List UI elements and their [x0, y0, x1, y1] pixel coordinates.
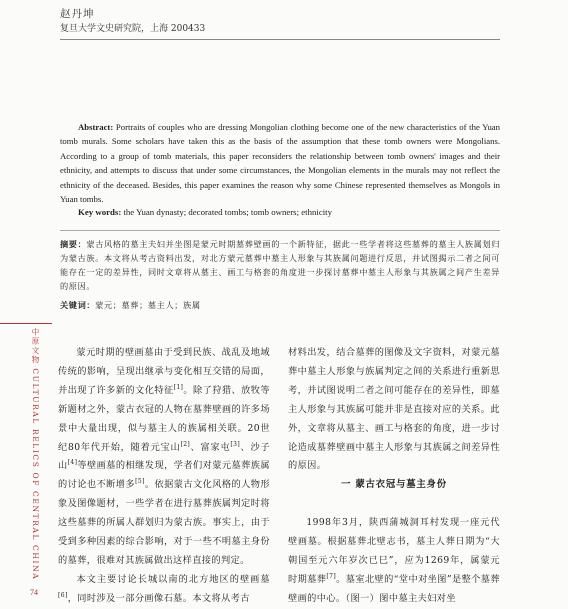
body-text: 本文主要讨论长城以南的北方地区的壁画墓: [76, 573, 270, 585]
zh-abstract-text: 蒙古风格的墓主夫妇并坐图是蒙元时期墓葬壁画的一个新特征，据此一些学者将这些墓葬的墓主人族属划归为蒙古族。本文将从考古资料出发，对北方蒙元墓葬中墓主人形象与其族属问题进行反思，并试图揭示二者之间可能存在一定的差异性，同时文章将从墓主、画工与格套的角度进一步探讨墓葬中墓主人形象与其族属之间产生差异的原因。: [60, 239, 500, 291]
body-text: 等壁画墓的相继发现，学者们对蒙元墓葬族属的讨论也不断增多: [58, 460, 271, 491]
zh-keywords-text: 蒙元；墓葬；墓主人；族属: [95, 300, 201, 310]
body-right-column: [288, 344, 500, 476]
body-text: 蒙元时期的壁画墓由于受到民族、战乱及地域传统的影响，呈现出继承与变化相互交错的局面，并出现了许多新的文化特征: [58, 347, 270, 396]
body-left-column: [58, 344, 270, 609]
section-heading: 一 蒙古衣冠与墓主身份: [341, 479, 447, 490]
keywords-text: the Yuan dynasty; decorated tombs; tomb owners; ethnicity: [123, 207, 333, 217]
body-text: 。墓室北壁的“堂中对坐图”是整个墓葬壁画的中心。（图一）图中墓主夫妇对坐: [288, 573, 500, 604]
citation-ref: [2]: [180, 440, 191, 448]
header-divider: [60, 39, 500, 40]
body-text: 。除了狩猎、放牧等新题材之外，蒙古衣冠的人物在墓葬壁画的许多场景中大量出现，似与墓主人的族属相关联。20世纪80年代开始，随着元宝山: [58, 384, 270, 453]
abstract-label: Abstract: [78, 122, 111, 132]
body-text: 1998年3月，陕西蒲城洞耳村发现一座元代壁画墓。根据墓葬北壁志书，墓主人葬日期为“大朝国至元六年岁次已巳”，应为1269年，属蒙元时期墓葬: [288, 517, 500, 585]
citation-ref: [4]: [67, 459, 78, 467]
sidebar-rule: [0, 323, 52, 324]
body-right-column-continued: [288, 514, 500, 609]
chinese-keywords: [60, 300, 201, 311]
body-paragraph: [288, 514, 500, 609]
body-paragraph: 材料出发，结合墓葬的图像及文字资料，对蒙元墓葬中墓主人形象与族属判定之间的关系进行重新思考，并试图说明二者之间可能存在的差异性，即墓主人形象与其族属可能并非是直接对应的关系。此外，文章将从墓主、画工与格套的角度，进一步讨论造成墓葬壁画中墓主人形象与其族属之间差异性的原因。: [288, 347, 500, 472]
body-text: ，同时涉及一部分画像石墓。本文将从考古: [67, 592, 250, 604]
abstract-text: Portraits of couples who are dressing Mongolian clothing become one of the new characteristics of the Yuan tomb murals. Some scholars have taken this as the basis of the assumption that these tomb owners were Mongolians. According to a group of tomb materials, this paper reconsiders the relationship between tomb owners' images and their ethnicity, and attempts to discuss that under some circumstances, the Mongolian elements in the murals may not reflect the ethnicity of the deceased. Besides, this paper examines the reason why some Chinese represented themselves as Mongols in Yuan tombs.: [60, 122, 501, 205]
citation-ref: [5]: [135, 478, 145, 486]
english-abstract: Abstract: Portraits of couples who are dressing Mongolian clothing become one of the new characteristics of the Yuan tomb murals. Some scholars have taken this as the basis of the assumption that these tomb owners were Mongolians. According to a group of tomb materials, this paper reconsiders the relationship between tomb owners' images and their ethnicity, and attempts to discuss that under some circumstances, the Mongolian elements in the murals may not reflect the ethnicity of the deceased. Besides, this paper examines the reason why some Chinese represented themselves as Mongols in Yuan tombs.: [60, 122, 501, 205]
body-text: 、富家屯: [190, 441, 231, 453]
body-paragraph: [58, 344, 270, 571]
citation-ref: [3]: [230, 440, 241, 448]
page-number: 74: [30, 588, 38, 597]
author-affiliation: 复旦大学文史研究院，上海 200433: [60, 24, 206, 34]
english-keywords: Key words: the Yuan dynasty; decorated tombs; tomb owners; ethnicity: [78, 207, 333, 217]
citation-ref: [6]: [58, 591, 68, 599]
zh-abstract-label: 摘要：: [60, 239, 87, 249]
zh-keywords-label: 关键词：: [60, 300, 96, 310]
journal-sidebar-title: 中原文物 CULTURAL RELICS OF CENTRAL CHINA: [31, 328, 40, 581]
section-divider: [60, 230, 500, 231]
keywords-label: Key words: [78, 207, 119, 217]
author-name: 赵丹坤: [60, 8, 95, 20]
chinese-abstract: [60, 238, 500, 294]
citation-ref: [1]: [173, 383, 184, 391]
body-text: 、沙子山: [58, 441, 270, 472]
body-text: 。依据蒙古文化风格的人物形象及图像题材，一些学者在进行墓葬族属判定时将这些墓葬的所属人群划归为蒙古族。事实上，由于受到多种因素的综合影响，对于一些不明墓主身份的墓葬，很难对其族属做出这样直接的判定。: [58, 479, 271, 566]
citation-ref: [7]: [326, 572, 337, 580]
body-paragraph: [58, 571, 270, 609]
